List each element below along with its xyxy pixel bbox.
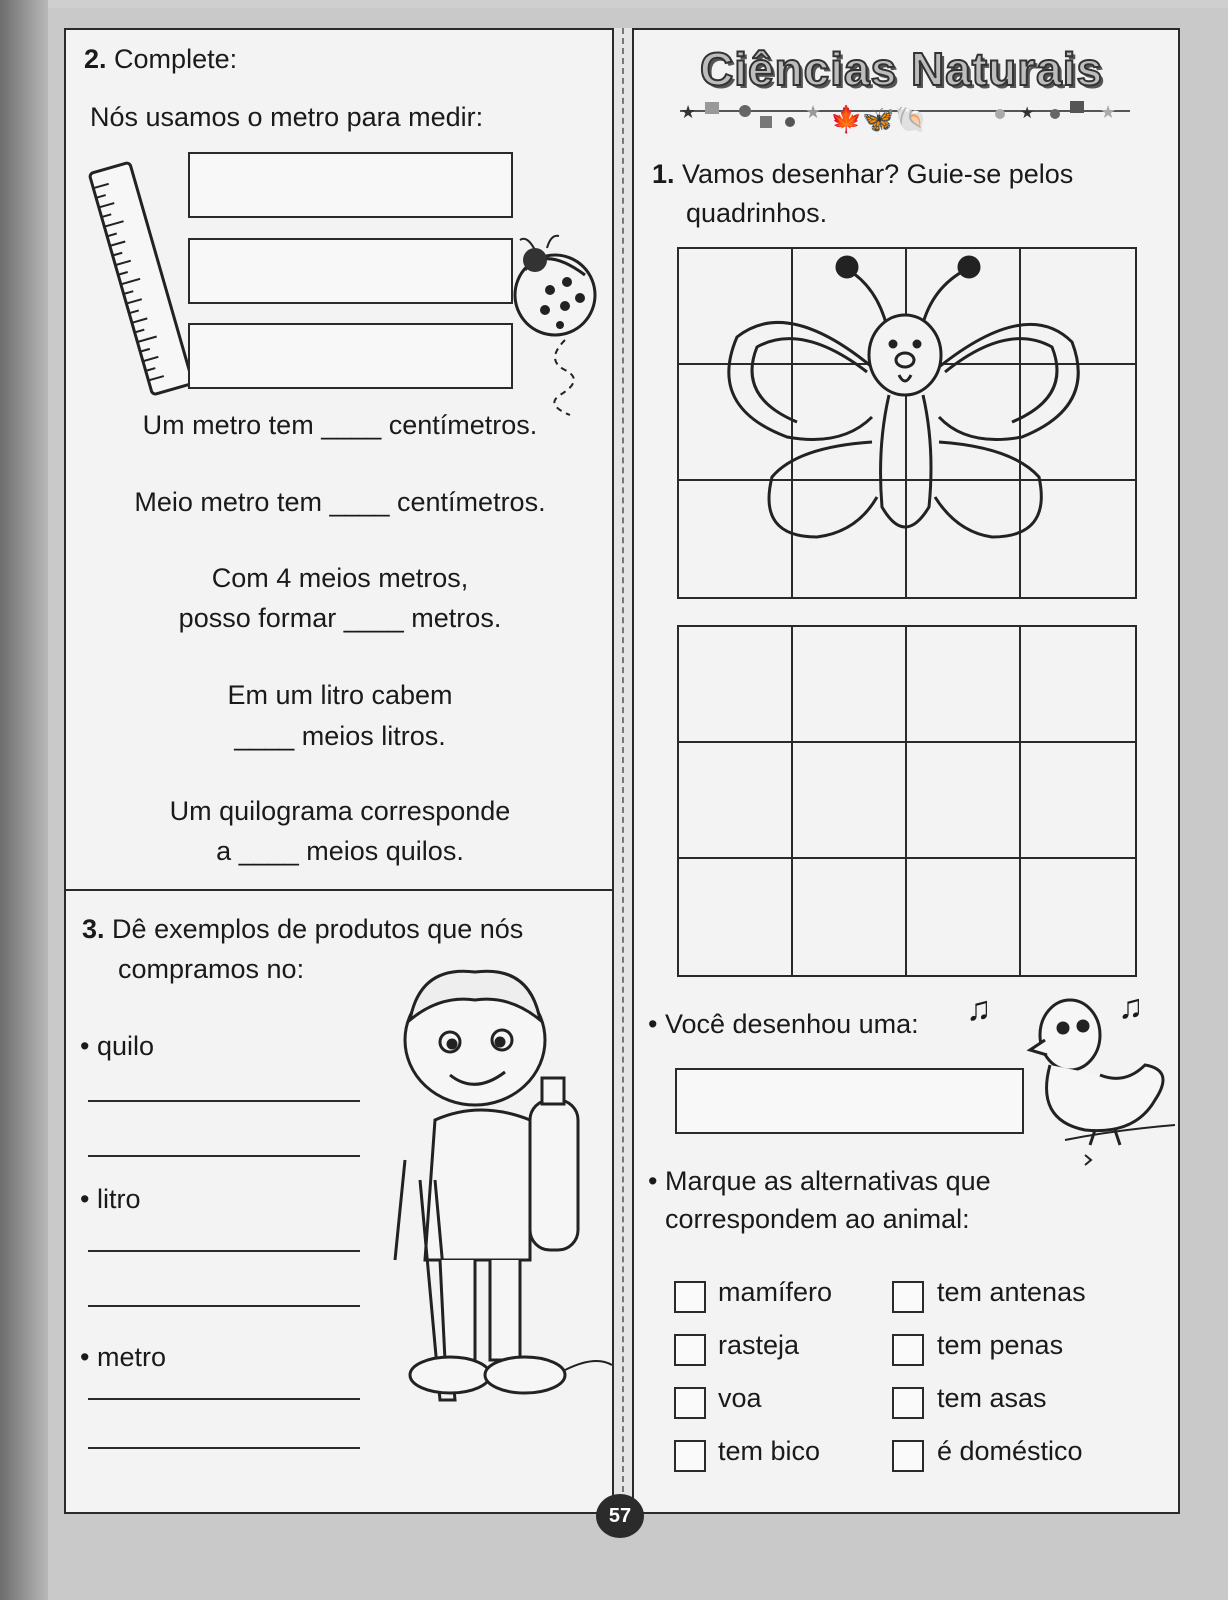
checkbox-voa[interactable] — [674, 1387, 706, 1419]
checkbox-tem-bico[interactable] — [674, 1440, 706, 1472]
q3-heading — [82, 914, 523, 945]
q2-line-5: Em um litro cabem — [227, 680, 453, 710]
svg-text:★: ★ — [1020, 105, 1035, 122]
butterfly-drawing — [677, 247, 1137, 599]
q2-line-1: Um metro tem ____ centímetros. — [142, 410, 538, 440]
answer-box-1[interactable] — [188, 152, 513, 218]
checkbox-tem-penas[interactable] — [892, 1334, 924, 1366]
mark-label: • Marque as alternativas que — [648, 1166, 991, 1196]
checkbox-e-domestico[interactable] — [892, 1440, 924, 1472]
svg-text:🍁🦋🐚: 🍁🦋🐚 — [830, 104, 928, 134]
q3-item-quilo: • quilo — [80, 1031, 154, 1061]
q1-number: 1. — [652, 159, 675, 189]
q2-title: Complete: — [114, 44, 238, 74]
section-divider — [64, 889, 614, 891]
music-note-icon: ♫ — [1118, 988, 1144, 1026]
option-label: tem penas — [937, 1330, 1064, 1360]
q3-title: Dê exemplos de produtos que nós — [112, 914, 524, 944]
q1-title: Vamos desenhar? Guie-se pelos — [682, 159, 1074, 189]
answer-box-3[interactable] — [188, 323, 513, 389]
option-label: voa — [718, 1383, 762, 1413]
q2-line-2: Meio metro tem ____ centímetros. — [134, 487, 546, 517]
option-label: é doméstico — [937, 1436, 1083, 1466]
option-label: mamífero — [718, 1277, 833, 1307]
q2-line-4: posso formar ____ metros. — [178, 603, 502, 633]
music-note-icon: ♫ — [966, 990, 992, 1028]
drawing-grid[interactable] — [677, 625, 1137, 977]
q2-line-3: Com 4 meios metros, — [211, 563, 469, 593]
checkbox-tem-asas[interactable] — [892, 1387, 924, 1419]
q2-heading — [84, 44, 237, 75]
page-number: 57 — [596, 1494, 644, 1538]
q2-intro: Nós usamos o metro para medir: — [90, 102, 484, 132]
subject-logo: Ciências Naturais — [700, 43, 1104, 95]
checkbox-rasteja[interactable] — [674, 1334, 706, 1366]
scan-edge — [0, 0, 48, 1600]
ruler-icon — [88, 158, 198, 398]
write-line[interactable] — [88, 1100, 360, 1102]
column-divider — [612, 28, 634, 1512]
checkbox-mamifero[interactable] — [674, 1281, 706, 1313]
boy-with-bottle-illustration — [380, 960, 615, 1435]
checkbox-tem-antenas[interactable] — [892, 1281, 924, 1313]
q2-number: 2. — [84, 44, 107, 74]
q3-number: 3. — [82, 914, 105, 944]
write-line[interactable] — [88, 1398, 360, 1400]
q2-line-6: ____ meios litros. — [234, 721, 446, 751]
option-label: tem antenas — [937, 1277, 1086, 1307]
animal-answer-box[interactable] — [675, 1068, 1024, 1134]
write-line[interactable] — [88, 1305, 360, 1307]
write-line[interactable] — [88, 1250, 360, 1252]
ladybug-icon — [505, 230, 605, 420]
option-label: rasteja — [718, 1330, 800, 1360]
answer-box-2[interactable] — [188, 238, 513, 304]
q2-line-7: Um quilograma corresponde — [169, 796, 511, 826]
svg-text:★: ★ — [680, 102, 697, 122]
option-label: tem asas — [937, 1383, 1047, 1413]
q1-title-2: quadrinhos. — [686, 198, 828, 228]
option-label: tem bico — [718, 1436, 821, 1466]
q1-heading — [652, 159, 1073, 190]
svg-text:★: ★ — [805, 102, 822, 122]
q3-item-metro: • metro — [80, 1342, 166, 1372]
drew-label: • Você desenhou uma: — [648, 1009, 919, 1039]
q3-item-litro: • litro — [80, 1184, 141, 1214]
mark-label-2: correspondem ao animal: — [665, 1204, 970, 1234]
nature-decoration-icon — [680, 96, 1130, 136]
write-line[interactable] — [88, 1155, 360, 1157]
svg-text:★: ★ — [1100, 102, 1117, 122]
q3-title-2: compramos no: — [118, 954, 305, 984]
q2-line-8: a ____ meios quilos. — [216, 836, 464, 866]
bird-illustration — [1025, 990, 1180, 1180]
write-line[interactable] — [88, 1447, 360, 1449]
